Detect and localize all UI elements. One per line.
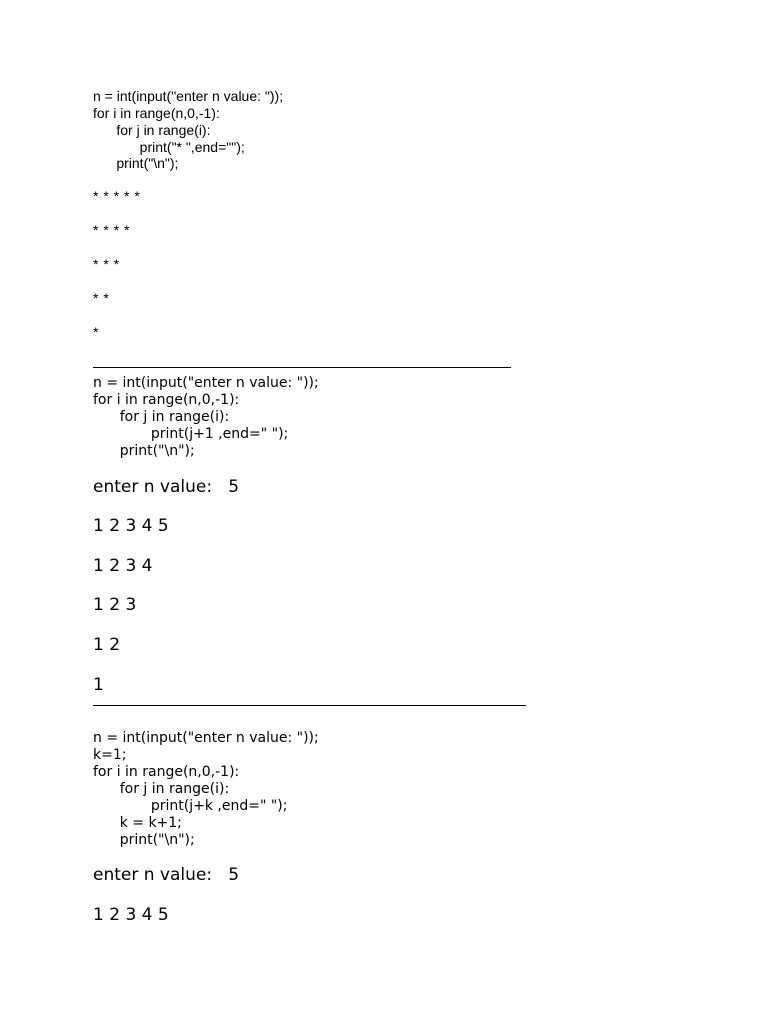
code-line: n = int(input("enter n value: ")); — [93, 88, 284, 104]
code-line: print(j+k ,end=" "); — [93, 798, 288, 814]
output-line: 1 2 3 — [93, 595, 137, 615]
output-line: 1 2 3 4 — [93, 556, 153, 576]
output-line: * — [93, 324, 99, 340]
code-line: print("\n"); — [93, 443, 195, 459]
output-line: 1 2 3 4 5 — [93, 905, 169, 925]
code-line: for j in range(i): — [93, 781, 230, 797]
code-line: print("\n"); — [93, 832, 195, 848]
output-line: 1 2 — [93, 635, 121, 655]
input-prompt: enter n value: 5 — [93, 477, 240, 497]
code-line: for j in range(i): — [93, 409, 230, 425]
output-line: * * * * * — [93, 188, 141, 204]
code-line: print(j+1 ,end=" "); — [93, 426, 289, 442]
code-line: for i in range(n,0,-1): — [93, 105, 220, 121]
output-line: 1 — [93, 675, 104, 695]
output-line: 1 2 3 4 5 — [93, 516, 169, 536]
output-line: * * — [93, 290, 110, 306]
output-line: * * * — [93, 256, 120, 272]
code-line: k=1; — [93, 747, 127, 763]
code-line: for i in range(n,0,-1): — [93, 764, 240, 780]
code-line: k = k+1; — [93, 815, 182, 831]
code-line: for i in range(n,0,-1): — [93, 392, 240, 408]
input-prompt: enter n value: 5 — [93, 865, 240, 885]
separator-rule — [93, 705, 526, 706]
code-line: print("\n"); — [93, 155, 179, 171]
code-line: print("* ",end=""); — [93, 139, 245, 155]
output-line: * * * * — [93, 222, 130, 238]
code-line: for j in range(i): — [93, 122, 211, 138]
separator-rule — [93, 367, 511, 368]
code-line: n = int(input("enter n value: ")); — [93, 375, 319, 391]
code-line: n = int(input("enter n value: ")); — [93, 730, 319, 746]
